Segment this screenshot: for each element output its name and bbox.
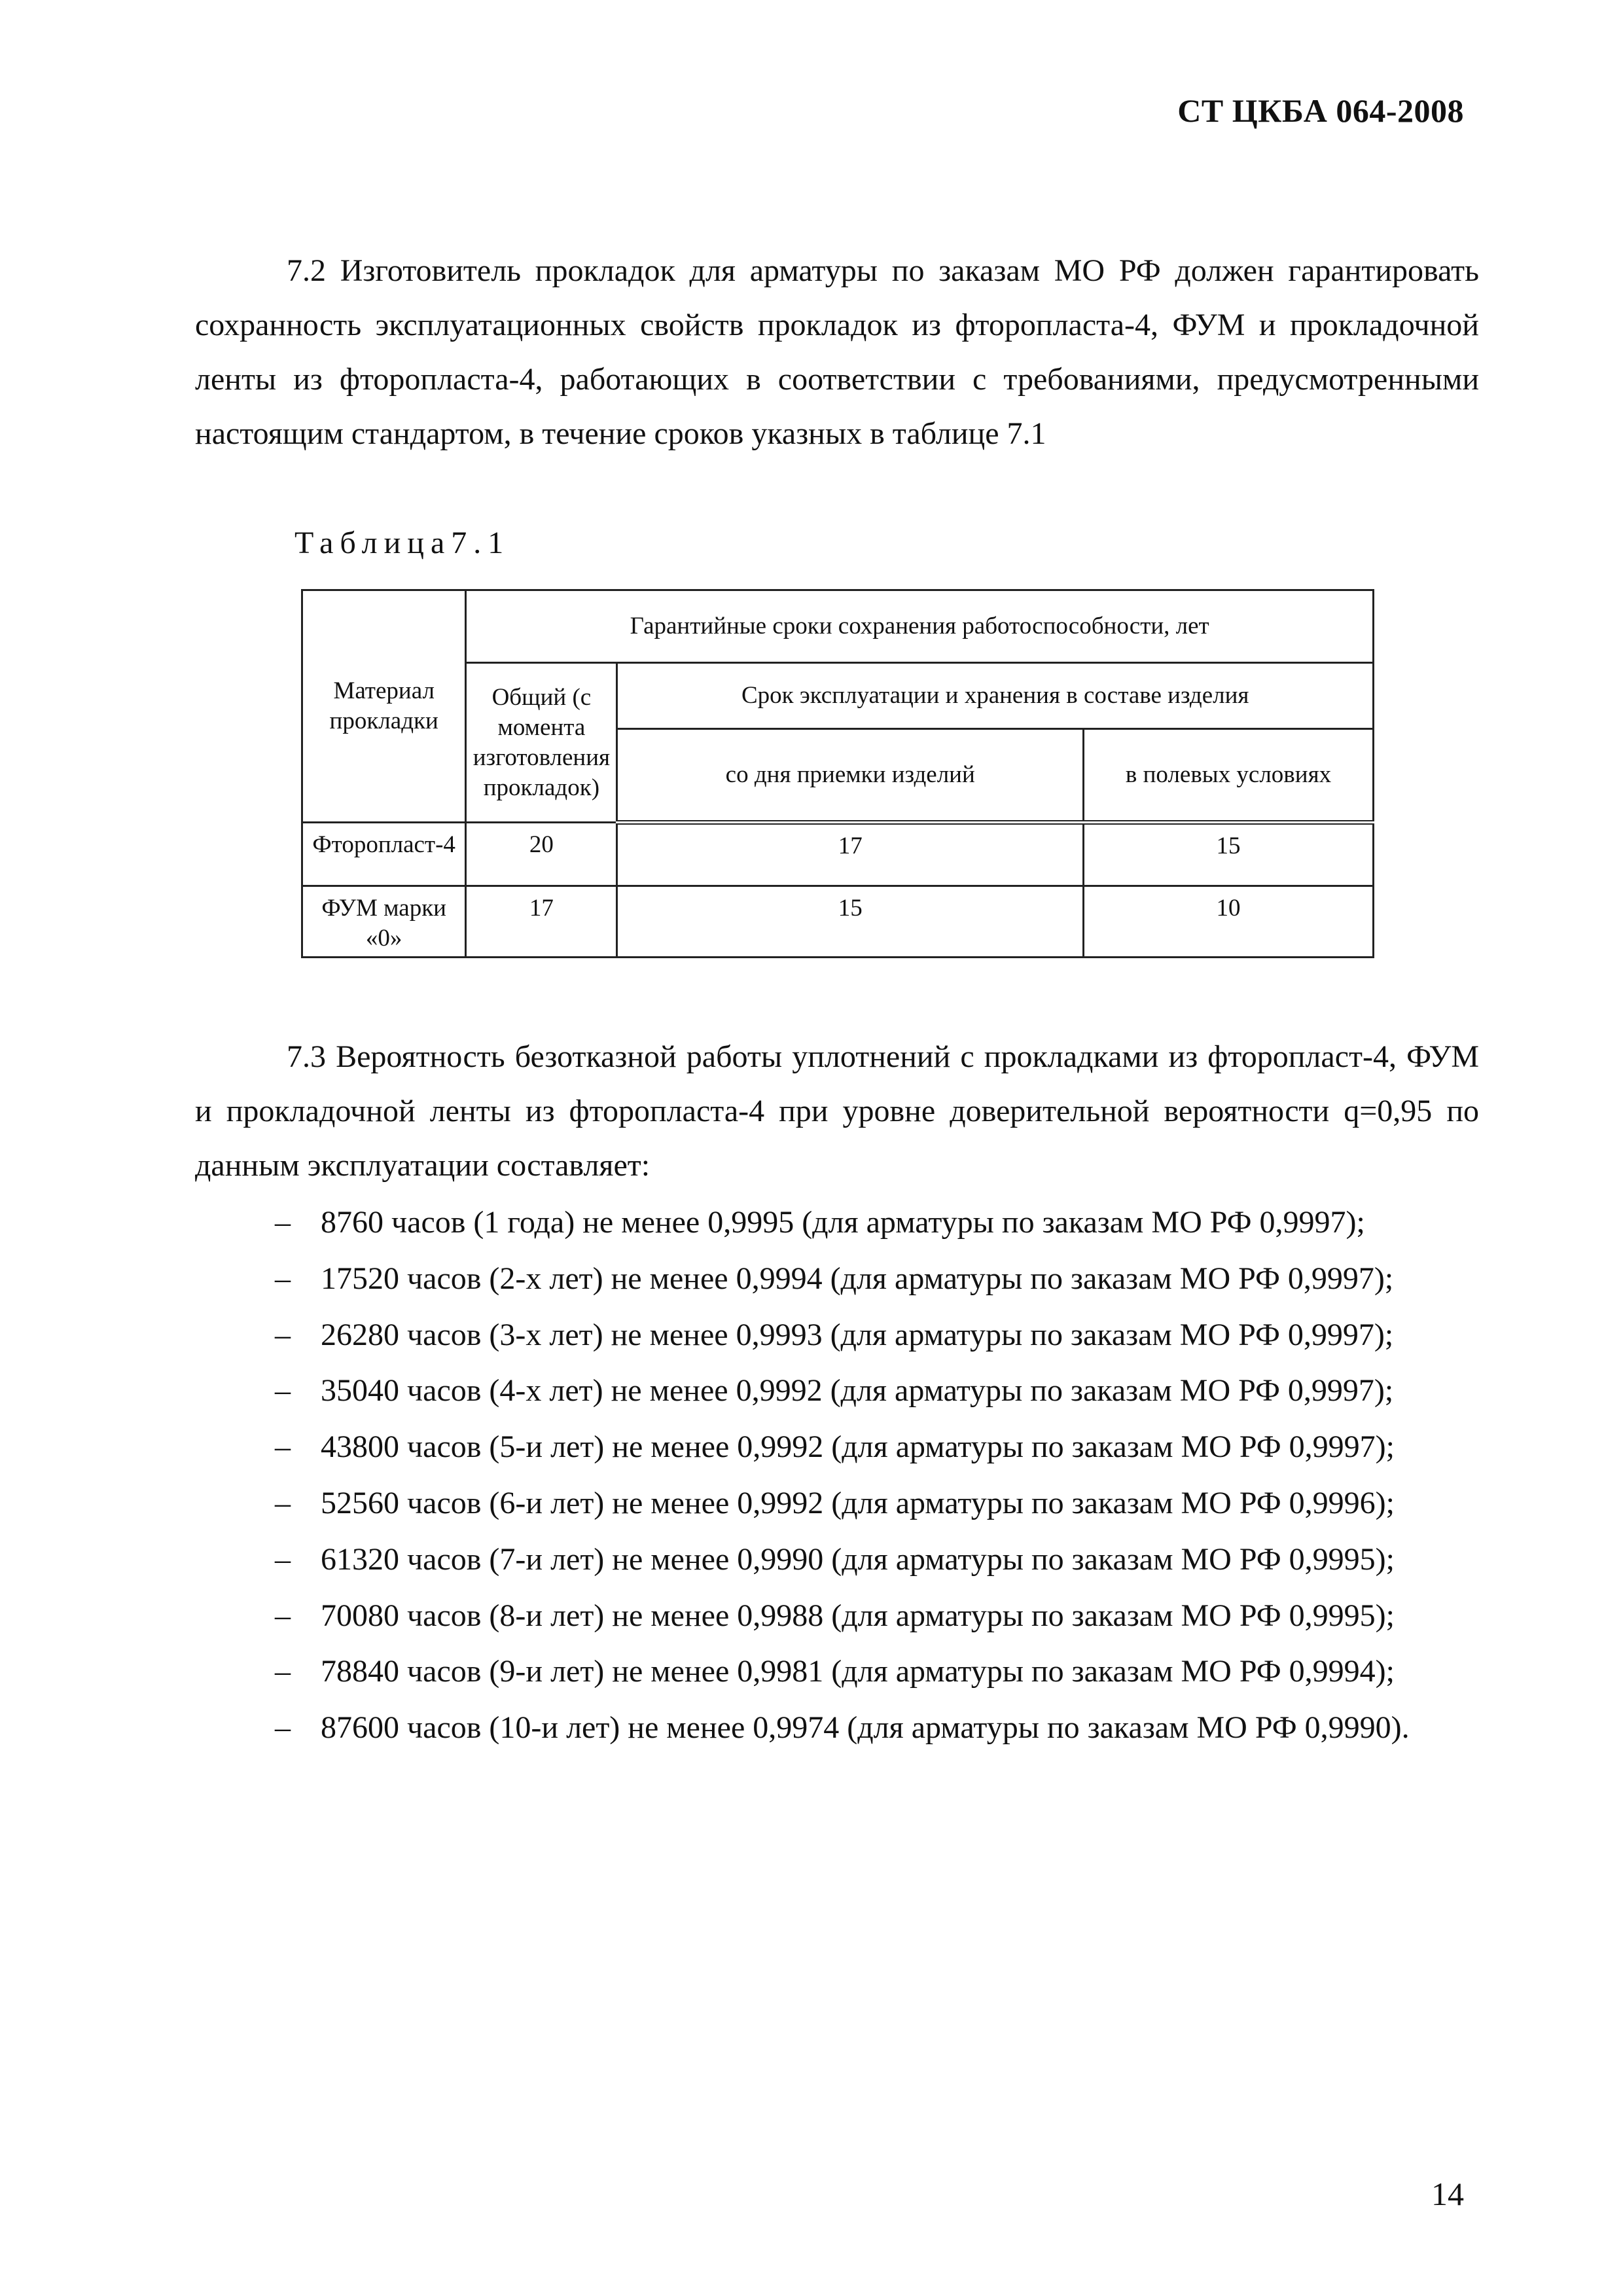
cell-field: 10 [1084,886,1374,958]
reliability-list [275,1194,1410,1756]
page-number: 14 [1431,2176,1464,2212]
list-dash: – [275,1541,291,1577]
list-item [275,1194,1410,1251]
cell-total: 20 [466,823,617,886]
list-dash: – [275,1710,291,1746]
list-item [275,1251,1410,1307]
list-item [275,1307,1410,1363]
list-item-text: 70080 часов (8-и лет) не менее 0,9988 (для арматуры по заказам МО РФ 0,9995); [321,1598,1395,1633]
list-item-text: 78840 часов (9-и лет) не менее 0,9981 (для арматуры по заказам МО РФ 0,9994); [321,1654,1395,1689]
list-dash: – [275,1429,291,1465]
list-item [275,1643,1410,1700]
list-item-text: 8760 часов (1 года) не менее 0,9995 (для арматуры по заказам МО РФ 0,9997); [321,1205,1365,1240]
list-item-text: 35040 часов (4-х лет) не менее 0,9992 (для арматуры по заказам МО РФ 0,9997); [321,1373,1394,1408]
header-material: Материал прокладки [302,590,466,823]
table-row [302,823,1374,886]
list-dash: – [275,1598,291,1633]
list-item [275,1475,1410,1532]
list-item [275,1363,1410,1419]
table-row [302,886,1374,958]
cell-from-acceptance: 15 [617,886,1084,958]
list-dash: – [275,1205,291,1240]
list-item [275,1700,1410,1756]
header-from-acceptance: со дня приемки изделий [617,729,1084,823]
paragraph-7-2: 7.2 Изготовитель прокладок для арматуры по заказам МО РФ должен гарантировать сохранность эксплуатационных свойств прокладок из фторопласта-4, ФУМ и прокладочной ленты из фторопласта-4, работающих в соответствии с требованиями, предусмотренными настоящим стандартом, в течение сроков указных в таблице 7.1 [195,253,1479,451]
list-dash: – [275,1373,291,1408]
list-item-text: 61320 часов (7-и лет) не менее 0,9990 (для арматуры по заказам МО РФ 0,9995); [321,1541,1395,1577]
list-item [275,1588,1410,1644]
cell-material: ФУМ марки «0» [302,886,466,958]
cell-material: Фторопласт-4 [302,823,466,886]
header-total: Общий (с момента изготовления прокладок) [466,663,617,823]
list-item-text: 52560 часов (6-и лет) не менее 0,9992 (для арматуры по заказам МО РФ 0,9996); [321,1485,1395,1520]
list-dash: – [275,1317,291,1352]
cell-total: 17 [466,886,617,958]
cell-field: 15 [1084,823,1374,886]
header-warranty: Гарантийные сроки сохранения работоспособности, лет [466,590,1374,663]
list-item-text: 17520 часов (2-х лет) не менее 0,9994 (для арматуры по заказам МО РФ 0,9997); [321,1261,1394,1296]
header-field: в полевых условиях [1084,729,1374,823]
list-item-text: 87600 часов (10-и лет) не менее 0,9974 (для арматуры по заказам МО РФ 0,9990). [321,1710,1410,1746]
paragraph-7-3: 7.3 Вероятность безотказной работы уплотнений с прокладками из фторопласт-4, ФУМ и прокладочной ленты из фторопласта-4 при уровне доверительной вероятности q=0,95 по данным эксплуатации составляет: [195,1039,1479,1183]
list-item-text: 26280 часов (3-х лет) не менее 0,9993 (для арматуры по заказам МО РФ 0,9997); [321,1317,1394,1352]
header-operation: Срок эксплуатации и хранения в составе изделия [617,663,1374,729]
warranty-table [301,589,1374,958]
list-item [275,1532,1410,1588]
list-item [275,1419,1410,1475]
document-code: СТ ЦКБА 064-2008 [1177,92,1464,129]
list-dash: – [275,1261,291,1296]
table-caption: Таблица7.1 [294,526,510,560]
cell-from-acceptance: 17 [617,823,1084,886]
list-item-text: 43800 часов (5-и лет) не менее 0,9992 (для арматуры по заказам МО РФ 0,9997); [321,1429,1395,1465]
list-dash: – [275,1485,291,1520]
list-dash: – [275,1654,291,1689]
